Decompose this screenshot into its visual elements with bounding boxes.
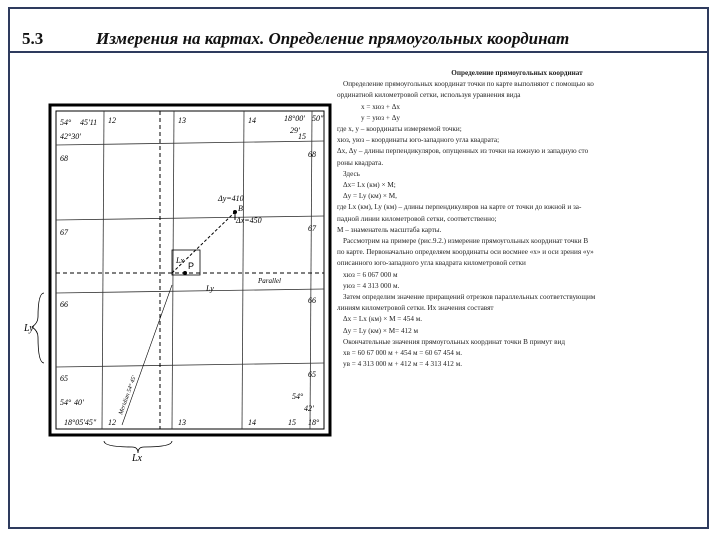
right-num-65: 65 xyxy=(308,370,316,379)
bottom-num-13: 13 xyxy=(178,418,186,427)
label-p: P xyxy=(188,261,195,271)
section-number: 5.3 xyxy=(22,29,44,48)
text-title: Определение прямоугольных координат xyxy=(451,69,583,77)
text-formula: xюз = 6 067 000 м xyxy=(343,270,398,279)
bottom-num-14: 14 xyxy=(248,418,256,427)
bottom-num-12: 12 xyxy=(108,418,116,427)
explanation-text-panel xyxy=(337,68,697,500)
corner-tr-min: 29' xyxy=(290,126,300,135)
text-line: Окончательные значения прямоугольных координат точки B примут вид xyxy=(343,337,565,346)
right-num-66: 66 xyxy=(308,296,316,305)
left-num-65: 65 xyxy=(60,374,68,383)
text-line: xюз, yюз – координаты юго-западного угла квадрата; xyxy=(337,136,500,145)
corner-bl-lon: 18°05'45" xyxy=(64,418,97,427)
top-num-15: 15 xyxy=(298,132,306,141)
text-line: описанного юго-западного угла квадрата километровой сетки xyxy=(337,259,526,268)
top-num-14: 14 xyxy=(248,116,256,125)
label-meridian: Meridian 54° 45' xyxy=(118,375,138,416)
label-lx-small: Lx xyxy=(176,256,184,265)
text-formula: x = xюз + Δx xyxy=(361,102,400,111)
text-line: M – знаменатель масштаба карты. xyxy=(337,225,442,234)
corner-tl-lat: 54° xyxy=(60,118,72,127)
left-num-67: 67 xyxy=(60,228,68,237)
text-line: Здесь xyxy=(343,169,360,178)
corner-br-lat: 54° xyxy=(292,392,304,401)
text-line: Δx, Δy – длины перпендикуляров, опущенных из точки на южную и западную сто xyxy=(337,147,589,156)
ly-bracket xyxy=(32,293,44,363)
corner-tl-lon: 42°30' xyxy=(60,132,81,141)
lx-bracket xyxy=(104,441,172,453)
text-line: падной линии километровой сетки, соответственно; xyxy=(337,214,497,223)
text-formula: yв = 4 313 000 м + 412 м = 4 313 412 м. xyxy=(343,360,463,369)
slide-header xyxy=(8,7,709,53)
text-line: Затем определим значение приращений отрезков параллельных соответствующим xyxy=(343,293,596,302)
text-formula: Δx= Lx (км) × M; xyxy=(343,181,396,190)
right-num-68: 68 xyxy=(308,150,316,159)
corner-br-lon: 18° xyxy=(308,418,320,427)
point-b xyxy=(233,210,237,214)
corner-br-min: 42' xyxy=(304,404,314,413)
label-lx: Lx xyxy=(132,453,142,464)
text-line: Рассмотрим на примере (рис.9.2.) измерение прямоугольных координат точки B xyxy=(343,237,589,246)
text-line: линиям километровой сетки. Их значения составят xyxy=(337,304,494,313)
text-formula: Δy = Ly (км) × M= 412 м xyxy=(343,326,419,335)
text-line: роны квадрата. xyxy=(337,158,384,167)
corner-tr-sec: 50" xyxy=(312,114,324,123)
label-dx: Δx=450 xyxy=(236,216,262,225)
top-num-12: 12 xyxy=(108,116,116,125)
corner-tl-min: 45'11 xyxy=(80,118,98,127)
text-line: где x, y – координаты измеряемой точки; xyxy=(337,125,462,134)
slide-title: Измерения на картах. Определение прямоугольных координат xyxy=(96,29,570,48)
text-formula: y = yюз + Δy xyxy=(361,113,400,122)
point-p xyxy=(183,271,187,275)
text-line: ординатной километровой сетки, используя уравнения вида xyxy=(337,91,521,100)
bottom-num-15: 15 xyxy=(288,418,296,427)
right-num-67: 67 xyxy=(308,224,316,233)
label-b: B xyxy=(238,204,243,213)
top-num-13: 13 xyxy=(178,116,186,125)
label-dy: Δy=410 xyxy=(218,194,244,203)
text-line: по карте. Первоначально определяем координаты оси восмнее «x» и оси зрения «y» xyxy=(337,248,594,257)
corner-tr-lon: 18°00' xyxy=(284,114,305,123)
left-num-66: 66 xyxy=(60,300,68,309)
left-num-68: 68 xyxy=(60,154,68,163)
label-ly-small: Ly xyxy=(206,284,214,293)
text-line: где Lx (км), Ly (км) – длины перпендикуляров на карте от точки до южной и за- xyxy=(337,203,582,212)
text-formula: xв = 60 67 000 м + 454 м = 60 67 454 м. xyxy=(343,349,463,358)
text-formula: yюз = 4 313 000 м. xyxy=(343,281,400,290)
text-line: Определение прямоугольных координат точки по карте выполняют с помощью ко xyxy=(343,80,594,89)
corner-bl-lat: 54° xyxy=(60,398,72,407)
label-ly: Ly xyxy=(24,323,34,334)
label-parallel: Parallel xyxy=(258,277,281,285)
text-formula: Δx = Lx (км) × M = 454 м. xyxy=(343,315,423,324)
text-formula: Δy = Ly (км) × M, xyxy=(343,192,397,201)
meridian-diagonal xyxy=(122,285,172,425)
corner-bl-min: 40' xyxy=(74,398,84,407)
topographic-map-figure xyxy=(22,95,337,475)
